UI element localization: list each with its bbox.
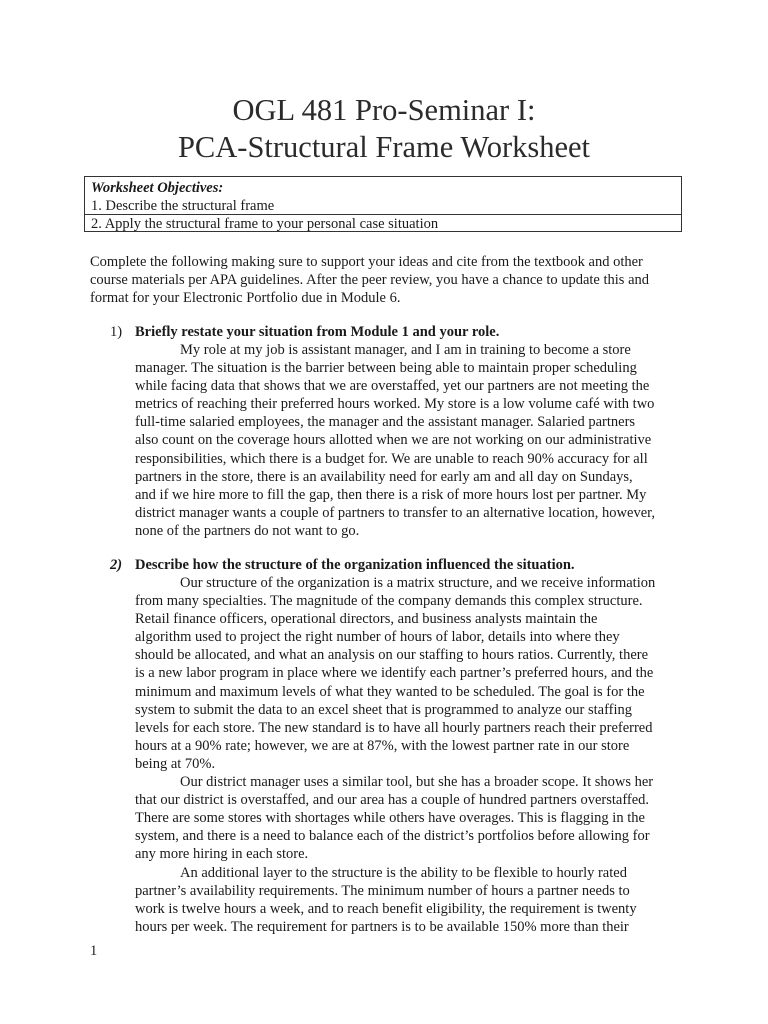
intro-line: format for your Electronic Portfolio due in Module 6. bbox=[90, 290, 401, 306]
answer-line: and if we hire more to fill the gap, then there is a risk of more hours lost per partner. My bbox=[135, 486, 647, 503]
intro-paragraph bbox=[90, 253, 690, 307]
answer-line: system to submit the data to an excel sheet that is programmed to analyze our staffing bbox=[135, 701, 633, 718]
question-1-number: 1) bbox=[110, 324, 123, 340]
answer-line: partners in the store, there is an availability need for early am and all day on Sundays, bbox=[135, 468, 633, 485]
intro-line: Complete the following making sure to support your ideas and cite from the textbook and other bbox=[90, 254, 643, 270]
answer-line: Our district manager uses a similar tool, but she has a broader scope. It shows her bbox=[180, 774, 654, 791]
answer-line: system, and there is a need to balance each of the district’s portfolios before allowing for bbox=[135, 828, 650, 845]
answer-line: minimum and maximum levels of what they wanted to be scheduled. The goal is for the bbox=[135, 683, 645, 700]
answer-line: levels for each store. The new standard is to have all hourly partners reach their preferred bbox=[135, 719, 653, 736]
answer-line: My role at my job is assistant manager, and I am in training to become a store bbox=[180, 342, 631, 358]
answer-line: full-time salaried employees, the manager and the assistant manager. Salaried partners bbox=[135, 414, 636, 431]
objective-item: 1. Describe the structural frame bbox=[91, 198, 275, 214]
intro-line: course materials per APA guidelines. After the peer review, you have a chance to update this and bbox=[90, 272, 650, 288]
title-line-2: PCA-Structural Frame Worksheet bbox=[177, 130, 591, 164]
answer-line: hours at a 90% rate; however, we are at 87%, with the lowest partner rate in our store bbox=[135, 737, 630, 754]
answer-line: none of the partners do not want to go. bbox=[135, 522, 360, 539]
title-line-1: OGL 481 Pro-Seminar I: bbox=[232, 93, 536, 127]
answer-line: any more hiring in each store. bbox=[135, 846, 309, 863]
objectives-heading: Worksheet Objectives: bbox=[91, 180, 224, 196]
answer-line: manager. The situation is the barrier between being able to maintain proper scheduling bbox=[135, 360, 637, 377]
answer-line: metrics of reaching their preferred hours worked. My store is a low volume café with two bbox=[135, 396, 655, 413]
page-number: 1 bbox=[90, 943, 98, 959]
answer-line: should be allocated, and what an analysis on our staffing to hours ratios. Currently, there bbox=[135, 647, 649, 664]
answer-line: There are some stores with shortages while others have overages. This is flagging in the bbox=[135, 810, 645, 827]
answer-line: Our structure of the organization is a matrix structure, and we receive information bbox=[180, 575, 656, 591]
answer-line: is a new labor program in place where we identify each partner’s preferred hours, and the bbox=[135, 665, 654, 682]
answer-2 bbox=[135, 574, 680, 936]
answer-line: district manager wants a couple of partners to transfer to an alternative location, however, bbox=[135, 504, 656, 521]
question-2-heading: Describe how the structure of the organization influenced the situation. bbox=[135, 557, 575, 573]
document-title bbox=[0, 92, 768, 166]
answer-line: while facing data that shows that we are overstaffed, yet our partners are not meeting the bbox=[135, 378, 650, 395]
answer-line: that our district is overstaffed, and our area has a couple of hundred partners overstaffed. bbox=[135, 792, 650, 809]
answer-line: from many specialties. The magnitude of the company demands this complex structure. bbox=[135, 593, 643, 610]
question-1-heading: Briefly restate your situation from Module 1 and your role. bbox=[135, 324, 500, 340]
question-2-number: 2) bbox=[110, 557, 123, 573]
answer-line: An additional layer to the structure is the ability to be flexible to hourly rated bbox=[180, 864, 627, 881]
answer-line: Retail finance officers, operational directors, and business analysts maintain the bbox=[135, 611, 598, 628]
answer-line: partner’s availability requirements. The minimum number of hours a partner needs to bbox=[135, 882, 630, 899]
answer-line: also count on the coverage hours allotted when we are not working on our administrative bbox=[135, 432, 652, 449]
answer-line: responsibilities, which there is a budget for. We are unable to reach 90% accuracy for all bbox=[135, 450, 648, 467]
answer-line: algorithm used to project the right number of hours of labor, details into where they bbox=[135, 629, 620, 646]
objective-item: 2. Apply the structural frame to your personal case situation bbox=[91, 216, 439, 232]
answer-line: hours per week. The requirement for partners is to be available 150% more than their bbox=[135, 918, 629, 935]
answer-line: being at 70%. bbox=[135, 755, 216, 772]
answer-line: work is twelve hours a week, and to reach benefit eligibility, the requirement is twenty bbox=[135, 900, 637, 917]
answer-1 bbox=[135, 341, 680, 540]
objectives-box bbox=[84, 176, 682, 232]
